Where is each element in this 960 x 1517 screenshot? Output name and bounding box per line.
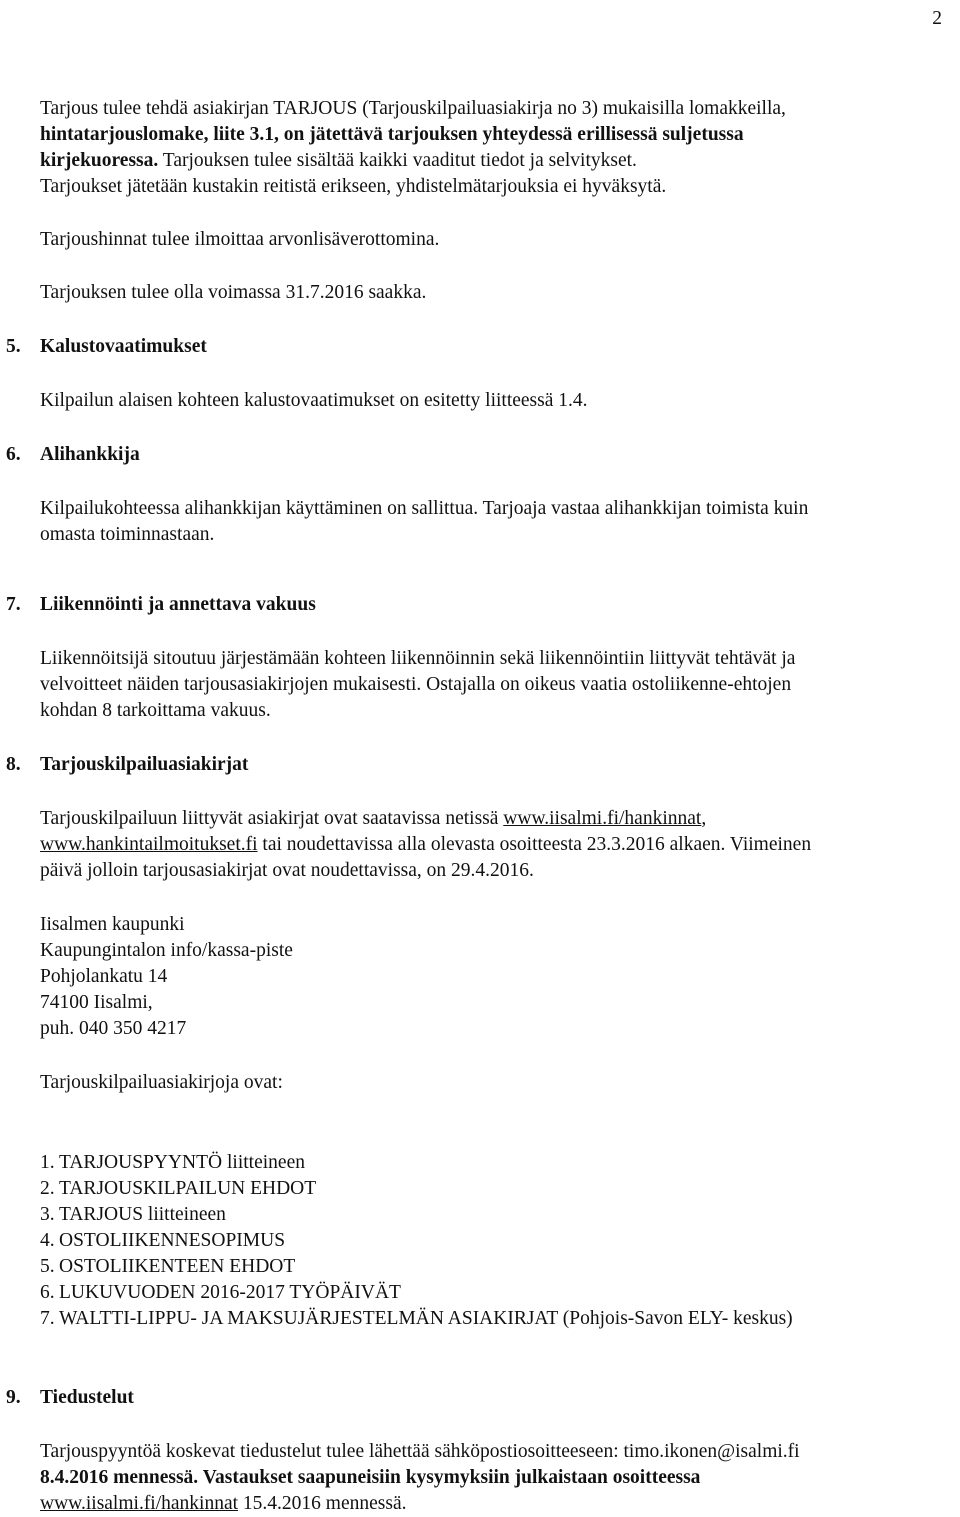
address-line: Kaupungintalon info/kassa-piste (40, 940, 293, 961)
section-9-title: Tiedustelut (40, 1387, 134, 1408)
list-item-number: 5. (40, 1256, 55, 1277)
section-7-heading (6, 592, 940, 618)
section-7-number: 7. (6, 594, 21, 615)
list-item-text: TARJOUSKILPAILUN EHDOT (59, 1178, 317, 1199)
documents-list (40, 1150, 940, 1332)
section-9-line-1: Tarjouspyyntöä koskevat tiedustelut tulee lähettää sähköpostiosoitteeseen: timo.ikonen@isalmi.fi (40, 1441, 800, 1462)
intro-line-4: Tarjoukset jätetään kustakin reitistä erikseen, yhdistelmätarjouksia ei hyväksytä. (40, 176, 667, 197)
address-block (40, 912, 940, 1042)
section-8-number: 8. (6, 754, 21, 775)
page-number: 2 (932, 8, 942, 29)
section-5-number: 5. (6, 336, 21, 357)
list-item (40, 1280, 940, 1306)
hankintailmoitukset-link[interactable]: www.hankintailmoitukset.fi (40, 834, 258, 855)
section-9-line-2: 8.4.2016 mennessä. Vastaukset saapuneisiin kysymyksiin julkaistaan osoitteessa (40, 1467, 701, 1488)
list-item-number: 1. (40, 1152, 55, 1173)
list-item-text: OSTOLIIKENTEEN EHDOT (59, 1256, 296, 1277)
section-5-heading (6, 334, 940, 360)
list-item-text: WALTTI-LIPPU- JA MAKSUJÄRJESTELMÄN ASIAKIRJAT (Pohjois-Savon ELY- keskus) (59, 1308, 793, 1329)
section-7-title: Liikennöinti ja annettava vakuus (40, 594, 316, 615)
list-item (40, 1254, 940, 1280)
list-item (40, 1306, 940, 1332)
iisalmi-hankinnat-link-2[interactable]: www.iisalmi.fi/hankinnat (40, 1493, 239, 1514)
section-8-heading (6, 752, 940, 778)
section-6-line-2: omasta toiminnastaan. (40, 524, 215, 545)
section-6-title: Alihankkija (40, 444, 140, 465)
iisalmi-hankinnat-link[interactable]: www.iisalmi.fi/hankinnat (503, 808, 702, 829)
list-item-text: OSTOLIIKENNESOPIMUS (59, 1230, 286, 1251)
intro-paragraph (40, 96, 940, 200)
list-item (40, 1176, 940, 1202)
section-6-line-1: Kilpailukohteessa alihankkijan käyttäminen on sallittua. Tarjoaja vastaa alihankkijan toimista kuin (40, 498, 809, 519)
intro-line-3-rest: Tarjouksen tulee sisältää kaikki vaaditut tiedot ja selvitykset. (158, 150, 637, 171)
list-item (40, 1150, 940, 1176)
address-line: puh. 040 350 4217 (40, 1018, 187, 1039)
list-item (40, 1228, 940, 1254)
intro-line-3-bold: kirjekuoressa. (40, 150, 159, 171)
section-7-paragraph (40, 646, 940, 724)
section-9-heading (6, 1385, 940, 1411)
section-6-number: 6. (6, 444, 21, 465)
section-8-paragraph (40, 806, 940, 884)
intro-line-2: hintatarjouslomake, liite 3.1, on jätettävä tarjouksen yhteydessä erillisessä suljetussa (40, 124, 744, 145)
list-item-number: 4. (40, 1230, 55, 1251)
section-7-line-2: velvoitteet näiden tarjousasiakirjojen mukaisesti. Ostajalla on oikeus vaatia ostoliikenne-ehtojen (40, 674, 792, 695)
section-8-line-3: päivä jolloin tarjousasiakirjat ovat noudettavissa, on 29.4.2016. (40, 860, 534, 881)
vat-note: Tarjoushinnat tulee ilmoittaa arvonlisäverottomina. (40, 229, 440, 250)
intro-line-1: Tarjous tulee tehdä asiakirjan TARJOUS (Tarjouskilpailuasiakirja no 3) mukaisilla lomakkeilla, (40, 98, 786, 119)
address-line: Iisalmen kaupunki (40, 914, 185, 935)
documents-intro: Tarjouskilpailuasiakirjoja ovat: (40, 1072, 283, 1093)
document-body (6, 96, 940, 1517)
section-9-paragraph (40, 1439, 940, 1517)
section-8-line-1-comma: , (701, 808, 707, 829)
section-6-heading (6, 442, 940, 468)
section-8-line-2 (40, 832, 940, 858)
list-item-text: LUKUVUODEN 2016-2017 TYÖPÄIVÄT (59, 1282, 401, 1303)
section-7-line-1: Liikennöitsijä sitoutuu järjestämään kohteen liikennöinnin sekä liikennöintiin liittyvät tehtävät ja (40, 648, 796, 669)
section-5-title: Kalustovaatimukset (40, 336, 207, 357)
list-item-number: 3. (40, 1204, 55, 1225)
section-9-line-3 (40, 1491, 940, 1517)
section-8-line-1 (40, 806, 940, 832)
section-9-line-3-text: 15.4.2016 mennessä. (238, 1493, 407, 1514)
section-7-line-3: kohdan 8 tarkoittama vakuus. (40, 700, 271, 721)
list-item-number: 6. (40, 1282, 55, 1303)
validity-note: Tarjouksen tulee olla voimassa 31.7.2016 saakka. (40, 282, 427, 303)
section-8-line-1-text: Tarjouskilpailuun liittyvät asiakirjat ovat saatavissa netissä (40, 808, 504, 829)
intro-line-3 (40, 148, 940, 174)
list-item-number: 7. (40, 1308, 55, 1329)
address-line: 74100 Iisalmi, (40, 992, 153, 1013)
list-item-text: TARJOUSPYYNTÖ liitteineen (59, 1152, 305, 1173)
list-item (40, 1202, 940, 1228)
list-item-number: 2. (40, 1178, 55, 1199)
section-5-text: Kilpailun alaisen kohteen kalustovaatimukset on esitetty liitteessä 1.4. (40, 390, 588, 411)
list-item-text: TARJOUS liitteineen (59, 1204, 226, 1225)
address-line: Pohjolankatu 14 (40, 966, 168, 987)
section-8-line-2-text: tai noudettavissa alla olevasta osoitteesta 23.3.2016 alkaen. Viimeinen (257, 834, 812, 855)
section-6-paragraph (40, 496, 940, 548)
section-9-number: 9. (6, 1387, 21, 1408)
section-8-title: Tarjouskilpailuasiakirjat (40, 754, 249, 775)
